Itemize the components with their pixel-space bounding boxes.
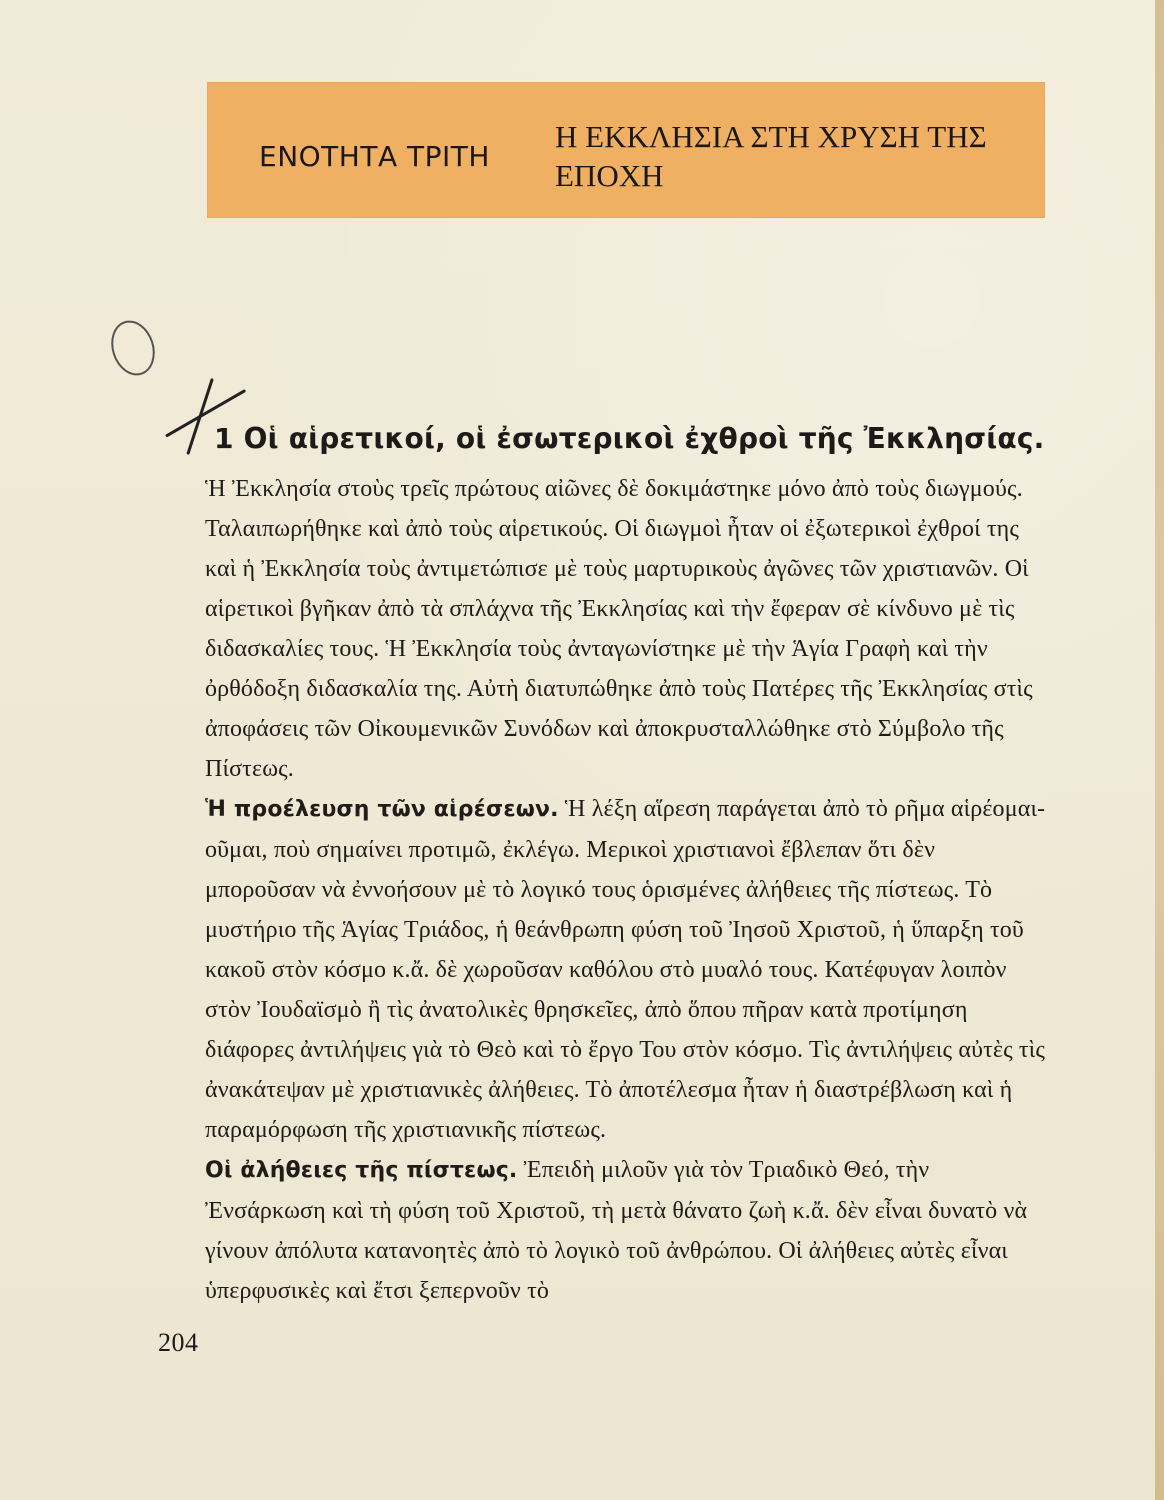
page-number: 204 [158,1328,199,1357]
page-edge-shadow [1155,0,1164,1500]
paragraph-3-text: Ἐπειδὴ μιλοῦν γιὰ τὸν Τριαδικὸ Θεό, τὴν Ἐνσάρκωση καὶ τὴ φύση τοῦ Χριστοῦ, τὴ μετὰ θάνατο ζωὴ κ.ἄ. δὲν εἶναι δυνατὸ νὰ γίνουν ἀπόλυτα κατανοητὲς ἀπὸ τὸ λογικὸ τοῦ ἀνθρώπου. Οἱ ἀλήθειες αὐτὲς εἶναι ὑπερφυσικὲς καὶ ἔτσι ξεπερνοῦν τὸ [205,1157,1034,1304]
paragraph-2-text: Ἡ λέξη αἵρεση παράγεται ἀπὸ τὸ ρῆμα αἱρέομαι-οῦμαι, ποὺ σημαίνει προτιμῶ, ἐκλέγω. Μερικοὶ χριστιανοὶ ἔβλεπαν ὅτι δὲν μποροῦσαν νὰ ἐννοήσουν μὲ τὸ λογικό τους ὁρισμένες ἀλήθειες τῆς πίστεως. Τὸ μυστήριο τῆς Ἁγίας Τριάδος, ἡ θεάνθρωπη φύση τοῦ Ἰησοῦ Χριστοῦ, ἡ ὕπαρξη τοῦ κακοῦ στὸν κόσμο κ.ἄ. δὲ χωροῦσαν καθόλου στὸ μυαλό τους. Κατέφυγαν λοιπὸν στὸν Ἰουδαϊσμὸ ἢ τὶς ἀνατολικὲς θρησκεῖες, ἀπὸ ὅπου πῆραν κατὰ προτίμηση διάφορες ἀντιλήψεις γιὰ τὸ Θεὸ καὶ τὸ ἔργο Του στὸν κόσμο. Τὶς ἀντιλήψεις αὐτὲς τὶς ἀνακάτεψαν μὲ χριστιανικὲς ἀλήθειες. Τὸ ἀποτέλεσμα ἦταν ἡ διαστρέβλωση καὶ ἡ παραμόρφωση τῆς χριστιανικῆς πίστεως. [205,796,1052,1143]
paragraph-1: Ἡ Ἐκκλησία στοὺς τρεῖς πρώτους αἰῶνες δὲ δοκιμάστηκε μόνο ἀπὸ τοὺς διωγμούς. Ταλαιπωρήθηκε καὶ ἀπὸ τοὺς αἱρετικούς. Οἱ διωγμοὶ ἦταν οἱ ἐξωτερικοὶ ἐχθροί της καὶ ἡ Ἐκκλησία τοὺς ἀντιμετώπισε μὲ τοὺς μαρτυρικοὺς ἀγῶνες τῶν χριστιανῶν. Οἱ αἱρετικοὶ βγῆκαν ἀπὸ τὰ σπλάχνα τῆς Ἐκκλησίας καὶ τὴν ἔφεραν σὲ κίνδυνο μὲ τὶς διδασκαλίες τους. Ἡ Ἐκκλησία τοὺς ἀνταγωνίστηκε μὲ τὴν Ἁγία Γραφὴ καὶ τὴν ὀρθόδοξη διδασκαλία της. Αὐτὴ διατυπώθηκε ἀπὸ τοὺς Πατέρες τῆς Ἐκκλησίας στὶς ἀποφάσεις τῶν Οἰκουμενικῶν Συνόδων καὶ ἀποκρυσταλλώθηκε στὸ Σύμβολο τῆς Πίστεως. [205,476,1039,782]
top-edge-ghost [1038,8,1158,62]
paragraph-3 [205,1150,1047,1311]
paragraph-3-lead: Οἱ ἀλήθειες τῆς πίστεως. [205,1158,518,1183]
chapter-banner [207,82,1045,218]
section-label: ΕΝΟΤΗΤΑ ΤΡΙΤΗ [259,140,490,173]
section-title [555,117,1015,195]
handwritten-zero-mark [104,315,161,381]
paragraph-2-lead: Ἡ προέλευση τῶν αἱρέσεων. [205,797,559,822]
paragraph-2 [205,789,1052,1150]
heading-separator [234,422,244,455]
article-heading [214,420,1064,458]
article-heading-number: 1 [214,421,234,455]
section-title-line-2: ΕΠΟΧΗ [555,158,664,193]
section-title-line-1: Η ΕΚΚΛΗΣΙΑ ΣΤΗ ΧΡΥΣΗ ΤΗΣ [555,119,987,154]
article-heading-text: Οἱ αἱρετικοί, οἱ ἐσωτερικοὶ ἐχθροὶ τῆς Ἐκκλησίας. [243,421,1045,455]
article-body [205,469,1052,1311]
